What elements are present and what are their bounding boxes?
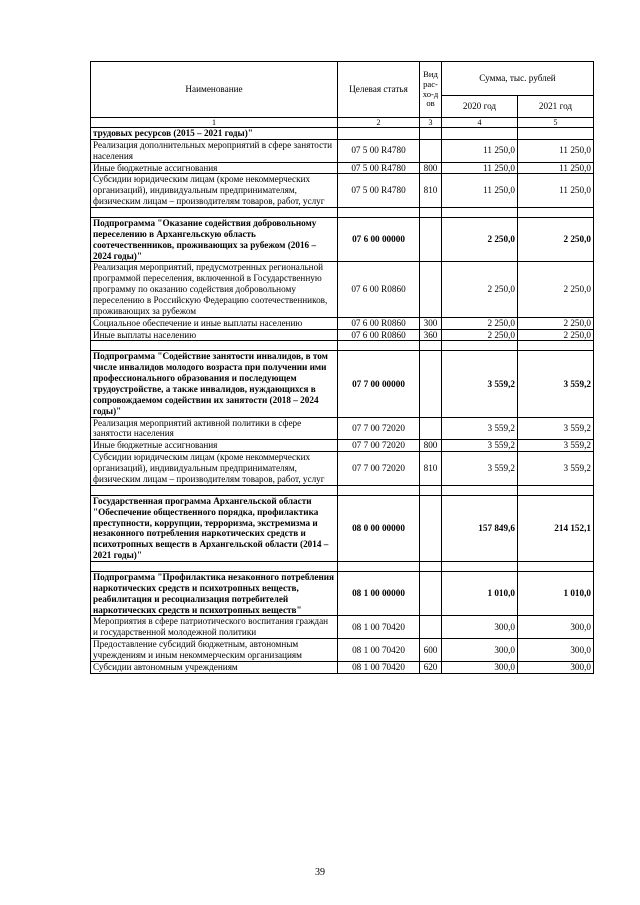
table-row — [91, 571, 594, 615]
cell-target-article: 08 1 00 70420 — [338, 661, 420, 673]
cell-name: Иные бюджетные ассигнования — [91, 162, 338, 174]
cell-expense-type: 800 — [420, 440, 442, 452]
cell-target-article: 08 0 00 00000 — [338, 495, 420, 561]
colnum-2: 2 — [338, 118, 420, 128]
cell-sum-2020: 11 250,0 — [442, 174, 518, 208]
cell-name: трудовых ресурсов (2015 – 2021 годы)" — [91, 128, 338, 140]
budget-table — [90, 61, 594, 674]
cell-sum-2021: 11 250,0 — [518, 162, 594, 174]
cell-sum-2021: 300,0 — [518, 639, 594, 662]
cell-name: Реализация мероприятий, предусмотренных региональной программой переселения, включенной в Государственную программу по оказанию содействия добровольному переселению в Российскую Федерацию соотечественников, проживающих за рубежом — [91, 262, 338, 317]
spacer-row — [91, 561, 594, 571]
page-number: 39 — [315, 867, 325, 878]
empty-cell — [91, 485, 338, 495]
cell-expense-type — [420, 571, 442, 615]
cell-target-article: 08 1 00 00000 — [338, 571, 420, 615]
cell-expense-type — [420, 128, 442, 140]
cell-target-article: 07 6 00 R0860 — [338, 317, 420, 329]
cell-sum-2020: 2 250,0 — [442, 329, 518, 341]
spacer-row — [91, 485, 594, 495]
cell-sum-2021: 3 559,2 — [518, 351, 594, 417]
empty-cell — [442, 561, 518, 571]
header-expense-type: Вид рас-хо-дов — [420, 62, 442, 118]
table-row — [91, 661, 594, 673]
cell-sum-2021: 1 010,0 — [518, 571, 594, 615]
empty-cell — [338, 561, 420, 571]
table-row — [91, 139, 594, 162]
empty-cell — [518, 561, 594, 571]
empty-cell — [518, 485, 594, 495]
table-row — [91, 262, 594, 317]
cell-name: Иные бюджетные ассигнования — [91, 440, 338, 452]
cell-name: Государственная программа Архангельской области "Обеспечение общественного порядка, профилактика преступности, коррупции, терроризма, экстремизма и незаконного потребления наркотических средств и психотропных веществ в Архангельской области (2014 – 2021 годы)" — [91, 495, 338, 561]
cell-sum-2021: 3 559,2 — [518, 452, 594, 486]
empty-cell — [518, 341, 594, 351]
cell-sum-2020: 11 250,0 — [442, 162, 518, 174]
cell-expense-type — [420, 139, 442, 162]
cell-expense-type — [420, 351, 442, 417]
spacer-row — [91, 341, 594, 351]
cell-sum-2020: 3 559,2 — [442, 351, 518, 417]
colnum-3: 3 — [420, 118, 442, 128]
empty-cell — [91, 208, 338, 218]
cell-target-article: 07 6 00 R0860 — [338, 329, 420, 341]
cell-expense-type — [420, 218, 442, 262]
empty-cell — [91, 341, 338, 351]
cell-expense-type: 360 — [420, 329, 442, 341]
cell-expense-type: 810 — [420, 452, 442, 486]
colnum-1: 1 — [91, 118, 338, 128]
empty-cell — [420, 485, 442, 495]
empty-cell — [420, 341, 442, 351]
header-year-2021: 2021 год — [518, 96, 594, 118]
cell-sum-2021: 300,0 — [518, 661, 594, 673]
cell-name: Реализация мероприятий активной политики в сфере занятости населения — [91, 417, 338, 440]
table-row — [91, 639, 594, 662]
cell-sum-2021: 11 250,0 — [518, 139, 594, 162]
cell-name: Предоставление субсидий бюджетным, автономным учреждениям и иным некоммерческим организациям — [91, 639, 338, 662]
cell-target-article — [338, 128, 420, 140]
cell-sum-2021: 3 559,2 — [518, 417, 594, 440]
cell-sum-2021: 2 250,0 — [518, 329, 594, 341]
table-row — [91, 495, 594, 561]
cell-sum-2020: 2 250,0 — [442, 218, 518, 262]
empty-cell — [442, 485, 518, 495]
cell-sum-2020: 11 250,0 — [442, 139, 518, 162]
empty-cell — [518, 208, 594, 218]
cell-name: Подпрограмма "Профилактика незаконного потребления наркотических средств и психотропных веществ, реабилитация и ресоциализация потребителей наркотических средств и психотропных веществ" — [91, 571, 338, 615]
table-row — [91, 351, 594, 417]
header-name: Наименование — [91, 62, 338, 118]
cell-sum-2021: 214 152,1 — [518, 495, 594, 561]
colnum-4: 4 — [442, 118, 518, 128]
cell-sum-2021 — [518, 128, 594, 140]
empty-cell — [91, 561, 338, 571]
cell-sum-2020: 300,0 — [442, 639, 518, 662]
cell-expense-type: 300 — [420, 317, 442, 329]
empty-cell — [338, 341, 420, 351]
cell-name: Подпрограмма "Содействие занятости инвалидов, в том числе инвалидов молодого возраста при получении ими профессионального образования и последующем трудоустройстве, а также инвалидов, нуждающихся в сопровождаемом содействии их занятости (2018 – 2024 годы)" — [91, 351, 338, 417]
table-row — [91, 440, 594, 452]
cell-expense-type: 620 — [420, 661, 442, 673]
header-sum: Сумма, тыс. рублей — [442, 62, 594, 96]
cell-sum-2021: 2 250,0 — [518, 262, 594, 317]
colnum-5: 5 — [518, 118, 594, 128]
empty-cell — [442, 341, 518, 351]
cell-expense-type — [420, 262, 442, 317]
empty-cell — [442, 208, 518, 218]
cell-sum-2020: 157 849,6 — [442, 495, 518, 561]
cell-name: Иные выплаты населению — [91, 329, 338, 341]
cell-target-article: 08 1 00 70420 — [338, 616, 420, 639]
cell-target-article: 07 6 00 R0860 — [338, 262, 420, 317]
cell-expense-type — [420, 417, 442, 440]
cell-target-article: 07 5 00 R4780 — [338, 174, 420, 208]
cell-target-article: 07 7 00 72020 — [338, 452, 420, 486]
empty-cell — [338, 208, 420, 218]
cell-expense-type: 600 — [420, 639, 442, 662]
cell-target-article: 07 7 00 00000 — [338, 351, 420, 417]
cell-sum-2021: 2 250,0 — [518, 317, 594, 329]
cell-target-article: 07 5 00 R4780 — [338, 139, 420, 162]
cell-name: Субсидии юридическим лицам (кроме некоммерческих организаций), индивидуальным предпринимателям, физическим лицам – производителям товаров, работ, услуг — [91, 452, 338, 486]
table-row — [91, 174, 594, 208]
cell-name: Социальное обеспечение и иные выплаты населению — [91, 317, 338, 329]
table-row — [91, 162, 594, 174]
empty-cell — [420, 561, 442, 571]
table-row — [91, 329, 594, 341]
table-body — [91, 128, 594, 674]
cell-expense-type: 800 — [420, 162, 442, 174]
table-row — [91, 452, 594, 486]
empty-cell — [338, 485, 420, 495]
cell-target-article: 07 6 00 00000 — [338, 218, 420, 262]
cell-sum-2020: 300,0 — [442, 661, 518, 673]
header-year-2020: 2020 год — [442, 96, 518, 118]
cell-sum-2020: 2 250,0 — [442, 262, 518, 317]
cell-name: Реализация дополнительных мероприятий в сфере занятости населения — [91, 139, 338, 162]
cell-name: Субсидии юридическим лицам (кроме некоммерческих организаций), индивидуальным предпринимателям, физическим лицам – производителям товаров, работ, услуг — [91, 174, 338, 208]
cell-sum-2020: 3 559,2 — [442, 417, 518, 440]
cell-target-article: 07 7 00 72020 — [338, 440, 420, 452]
cell-name: Мероприятия в сфере патриотического воспитания граждан и государственной молодежной политики — [91, 616, 338, 639]
table-row — [91, 218, 594, 262]
header-target-article: Целевая статья — [338, 62, 420, 118]
cell-name: Подпрограмма "Оказание содействия добровольному переселению в Архангельскую область соотечественников, проживающих за рубежом (2016 – 2024 годы)" — [91, 218, 338, 262]
cell-target-article: 08 1 00 70420 — [338, 639, 420, 662]
table-row — [91, 128, 594, 140]
cell-sum-2020: 300,0 — [442, 616, 518, 639]
cell-expense-type — [420, 616, 442, 639]
cell-sum-2021: 11 250,0 — [518, 174, 594, 208]
cell-sum-2021: 300,0 — [518, 616, 594, 639]
cell-sum-2020: 1 010,0 — [442, 571, 518, 615]
cell-sum-2020: 2 250,0 — [442, 317, 518, 329]
table-row — [91, 317, 594, 329]
cell-sum-2021: 3 559,2 — [518, 440, 594, 452]
cell-name: Субсидии автономным учреждениям — [91, 661, 338, 673]
cell-target-article: 07 5 00 R4780 — [338, 162, 420, 174]
cell-target-article: 07 7 00 72020 — [338, 417, 420, 440]
cell-sum-2020: 3 559,2 — [442, 440, 518, 452]
cell-sum-2020: 3 559,2 — [442, 452, 518, 486]
empty-cell — [420, 208, 442, 218]
cell-expense-type: 810 — [420, 174, 442, 208]
cell-sum-2020 — [442, 128, 518, 140]
cell-expense-type — [420, 495, 442, 561]
cell-sum-2021: 2 250,0 — [518, 218, 594, 262]
spacer-row — [91, 208, 594, 218]
table-row — [91, 417, 594, 440]
table-row — [91, 616, 594, 639]
